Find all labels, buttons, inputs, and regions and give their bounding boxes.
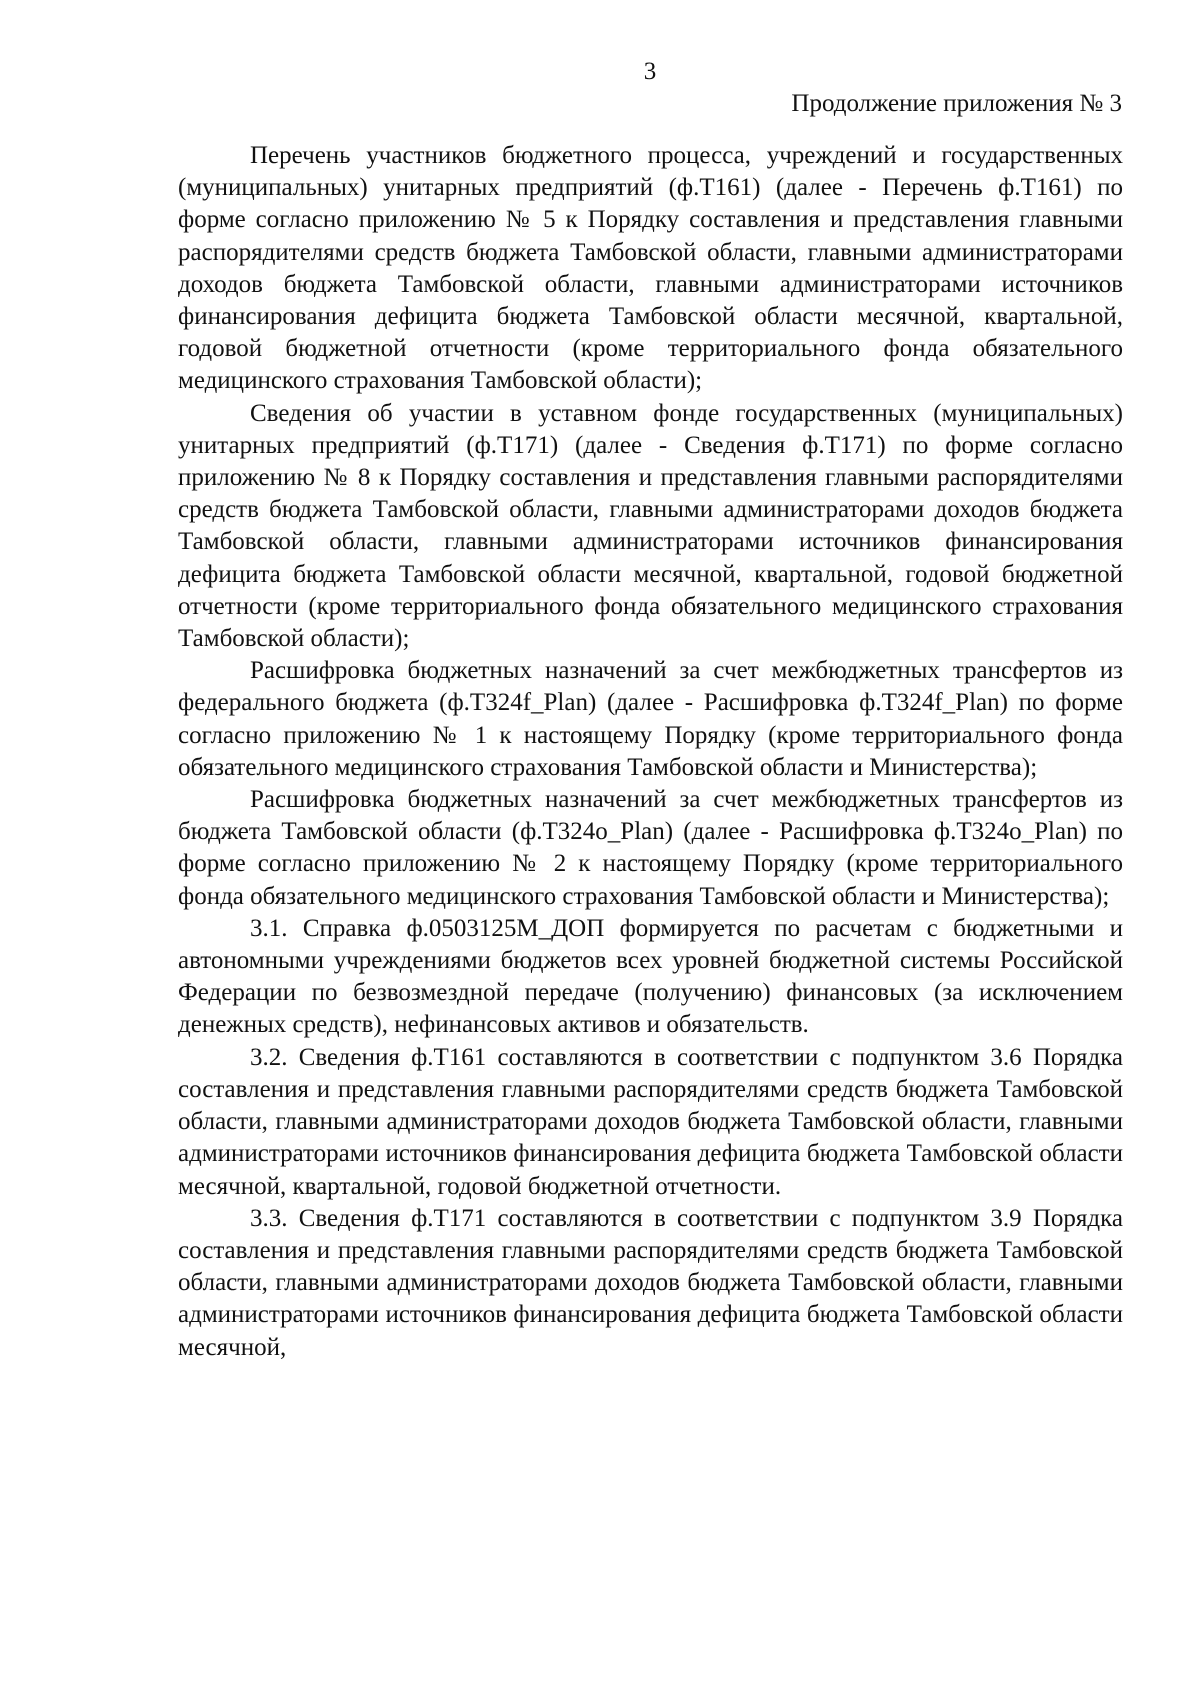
document-body [178,140,1123,1364]
paragraph-breakdown-t324o: Расшифровка бюджетных назначений за счет межбюджетных трансфертов из бюджета Тамбовской области (ф.Т324o_Plan) (далее - Расшифровка ф.Т324o_Plan) по форме согласно приложению № 2 к настоящему Порядку (кроме территориального фонда обязательного медицинского страхования Тамбовской области и Министерства); [178,786,1123,910]
paragraph-3-2: 3.2. Сведения ф.Т161 составляются в соответствии с подпунктом 3.6 Порядка составления и представления главными распорядителями средств бюджета Тамбовской области, главными администраторами доходов бюджета Тамбовской области, главными администраторами источников финансирования дефицита бюджета Тамбовской области месячной, квартальной, годовой бюджетной отчетности. [178,1043,1123,1200]
paragraph-3-3: 3.3. Сведения ф.Т171 составляются в соответствии с подпунктом 3.9 Порядка составления и представления главными распорядителями средств бюджета Тамбовской области, главными администраторами доходов бюджета Тамбовской области, главными администраторами источников финансирования дефицита бюджета Тамбовской области месячной, [178,1204,1123,1361]
paragraph-list-t161: Перечень участников бюджетного процесса, учреждений и государственных (муниципальных) унитарных предприятий (ф.Т161) (далее - Перечень ф.Т161) по форме согласно приложению № 5 к Порядку составления и представления главными распорядителями средств бюджета Тамбовской области, главными администраторами доходов бюджета Тамбовской области, главными администраторами источников финансирования дефицита бюджета Тамбовской области месячной, квартальной, годовой бюджетной отчетности (кроме территориального фонда обязательного медицинского страхования Тамбовской области); [178,142,1123,395]
page-subtitle: Продолжение приложения № 3 [791,90,1122,117]
paragraph-info-t171: Сведения об участии в уставном фонде государственных (муниципальных) унитарных предприятий (ф.Т171) (далее - Сведения ф.Т171) по форме согласно приложению № 8 к Порядку составления и представления главными распорядителями средств бюджета Тамбовской области, главными администраторами доходов бюджета Тамбовской области, главными администраторами источников финансирования дефицита бюджета Тамбовской области месячной, квартальной, годовой бюджетной отчетности (кроме территориального фонда обязательного медицинского страхования Тамбовской области); [178,399,1123,653]
paragraph-3-1: 3.1. Справка ф.0503125М_ДОП формируется по расчетам с бюджетными и автономными учреждениями бюджетов всех уровней бюджетной системы Российской Федерации по безвозмездной передаче (получению) финансовых (за исключением денежных средств), нефинансовых активов и обязательств. [178,914,1123,1039]
page-number: 3 [643,58,657,85]
paragraph-breakdown-t324f: Расшифровка бюджетных назначений за счет межбюджетных трансфертов из федерального бюджета (ф.Т324f_Plan) (далее - Расшифровка ф.Т324f_Plan) по форме согласно приложению № 1 к настоящему Порядку (кроме территориального фонда обязательного медицинского страхования Тамбовской области и Министерства); [178,657,1123,781]
